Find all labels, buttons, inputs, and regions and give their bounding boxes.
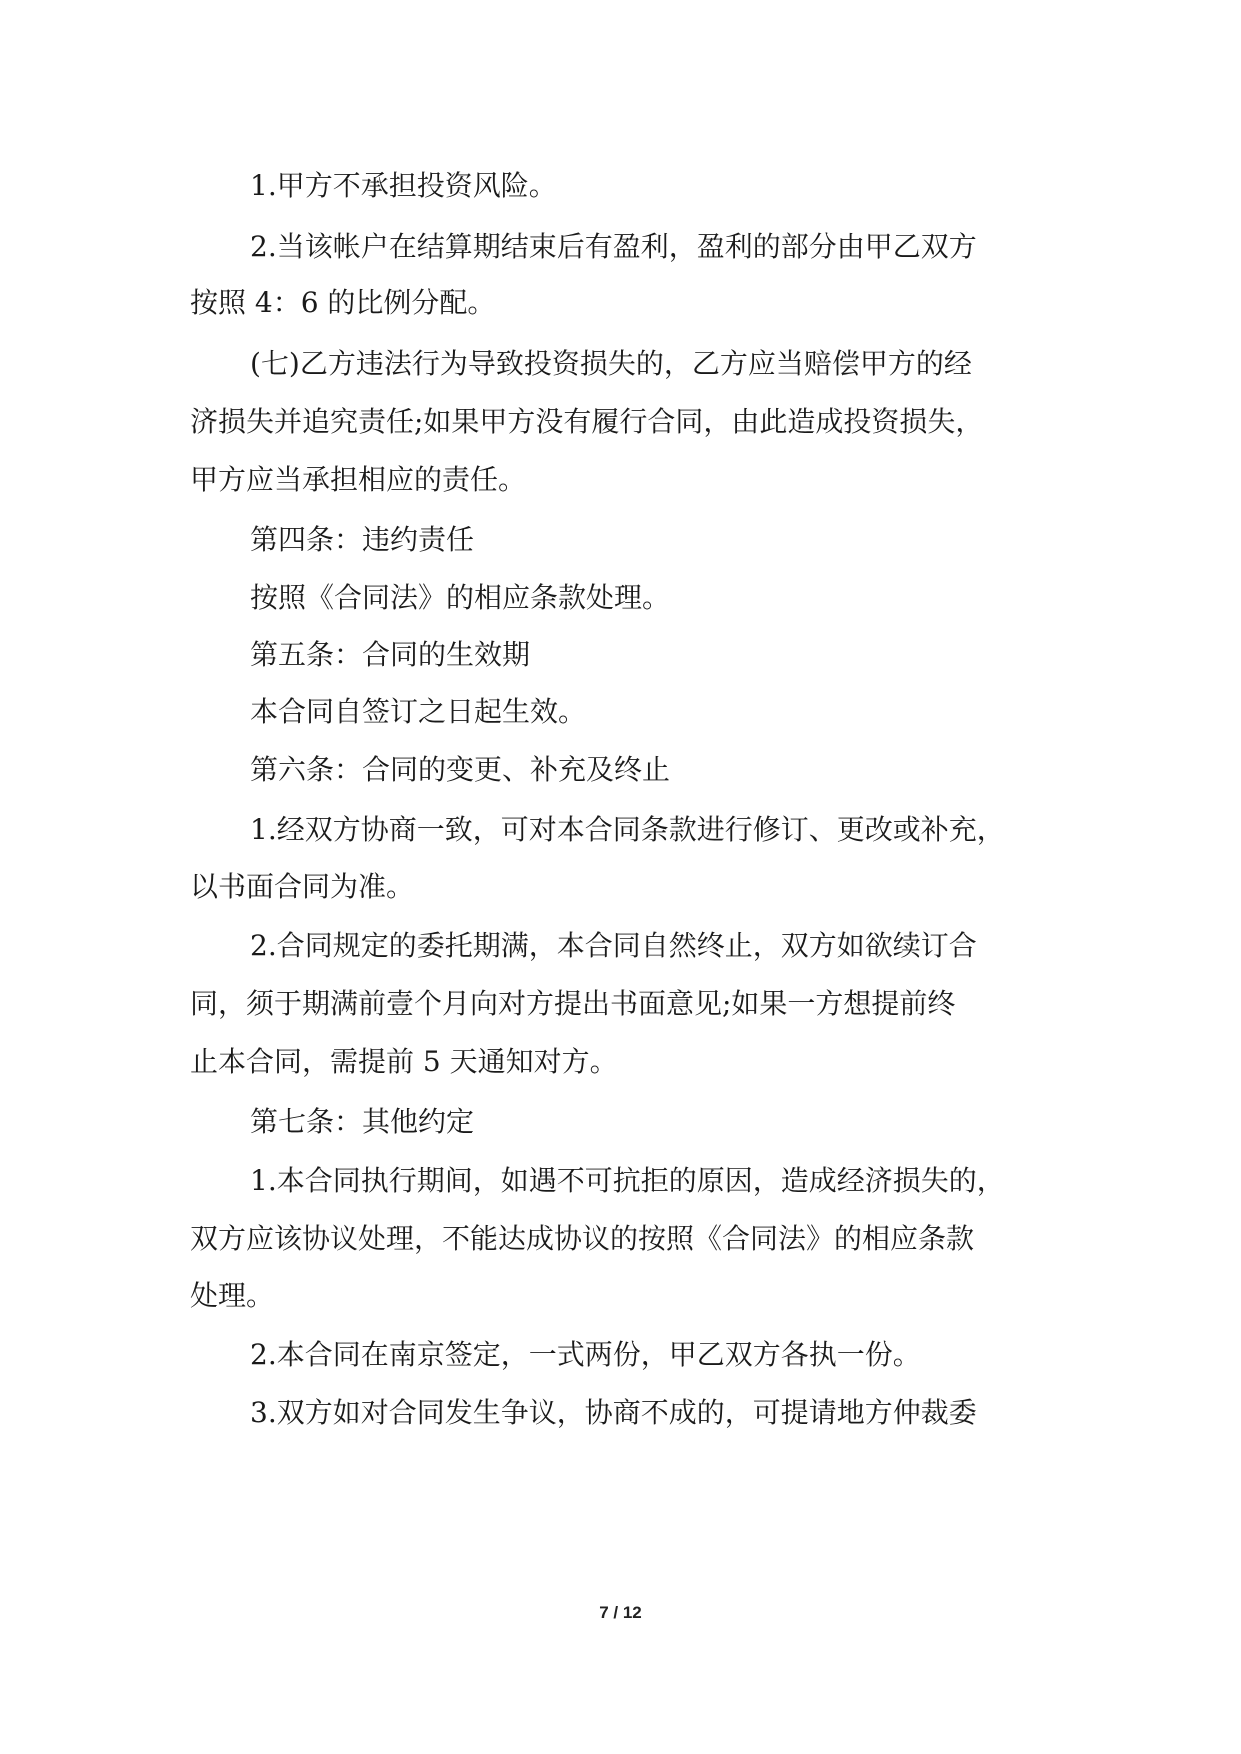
article-7-heading: 第七条：其他约定 (250, 1105, 475, 1138)
article-6-line-2: 以书面合同为准。 (190, 870, 415, 903)
article-6-line-4: 同，须于期满前壹个月向对方提出书面意见;如果一方想提前终 (190, 987, 956, 1020)
article-7-line-3: 处理。 (190, 1279, 275, 1312)
article-6-line-1: 1.经双方协商一致，可对本合同条款进行修订、更改或补充， (250, 813, 1005, 846)
article-7-line-1: 1.本合同执行期间，如遇不可抗拒的原因，造成经济损失的， (250, 1164, 1005, 1197)
clause-line-4: (七)乙方违法行为导致投资损失的，乙方应当赔偿甲方的经 (250, 347, 972, 380)
article-4-body: 按照《合同法》的相应条款处理。 (250, 581, 671, 614)
article-6-line-3: 2.合同规定的委托期满，本合同自然终止，双方如欲续订合 (250, 929, 977, 962)
article-4-heading: 第四条：违约责任 (250, 523, 475, 556)
article-7-line-5: 3.双方如对合同发生争议，协商不成的，可提请地方仲裁委 (250, 1396, 977, 1429)
article-6-line-5: 止本合同，需提前 5 天通知对方。 (190, 1045, 618, 1078)
article-6-heading: 第六条：合同的变更、补充及终止 (250, 753, 671, 786)
clause-line-1: 1.甲方不承担投资风险。 (250, 169, 557, 202)
clause-line-2: 2.当该帐户在结算期结束后有盈利，盈利的部分由甲乙双方 (250, 230, 977, 263)
page-number: 7 / 12 (599, 1603, 642, 1622)
article-5-heading: 第五条：合同的生效期 (250, 638, 531, 671)
clause-line-6: 甲方应当承担相应的责任。 (190, 463, 527, 496)
article-5-body: 本合同自签订之日起生效。 (250, 695, 587, 728)
article-7-line-4: 2.本合同在南京签定，一式两份，甲乙双方各执一份。 (250, 1338, 921, 1371)
clause-line-3: 按照 4：6 的比例分配。 (190, 286, 496, 319)
clause-line-5: 济损失并追究责任;如果甲方没有履行合同，由此造成投资损失， (190, 405, 984, 438)
article-7-line-2: 双方应该协议处理，不能达成协议的按照《合同法》的相应条款 (190, 1222, 975, 1255)
